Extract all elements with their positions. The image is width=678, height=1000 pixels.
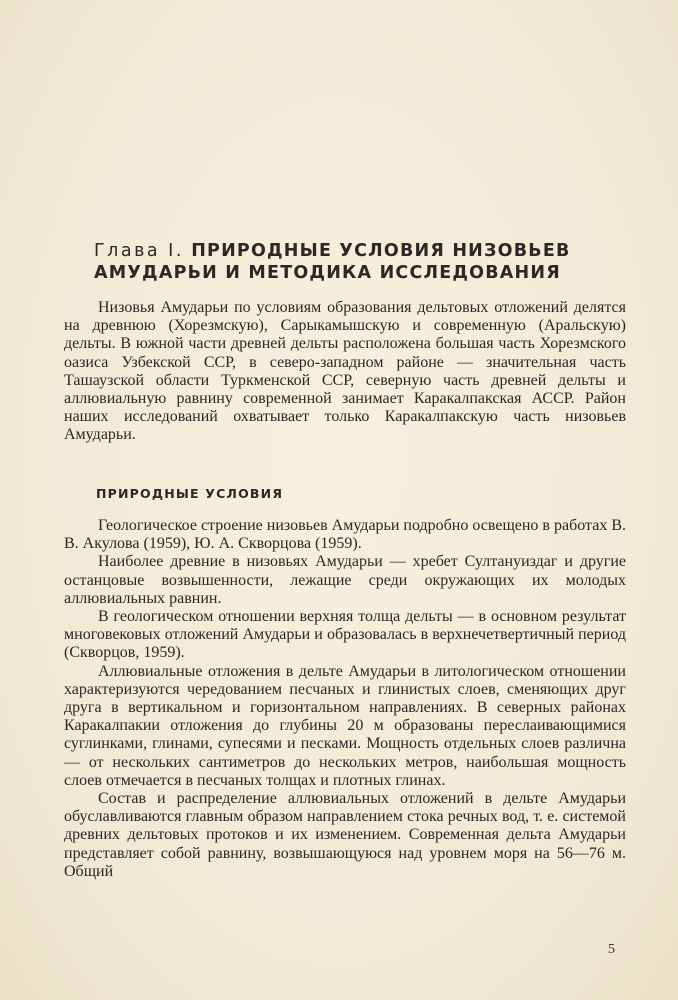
page-number: 5 bbox=[608, 942, 615, 957]
section-paragraph: В геологическом отношении верхняя толща дельты — в основном результат многовековых отложений Амударьи и образовалась в верхнечетвертичный период (Скворцов, 1959). bbox=[64, 608, 626, 662]
chapter-title-line-1 bbox=[94, 240, 634, 262]
section-paragraph: Состав и распределение аллювиальных отложений в дельте Амударьи обуславливаются главным образом направлением стока речных вод, т. е. системой древних дельтовых протоков и их изменением. Современная дельта Амударьи представляет собой равнину, возвышающуюся над уровнем моря на 56—76 м. Общий bbox=[64, 790, 626, 880]
intro-paragraph: Низовья Амударьи по условиям образования дельтовых отложений делятся на древнюю (Хорезмскую), Сарыкамышскую и современную (Аральскую) дельты. В южной части древней дельты расположена большая часть Хорезмского оазиса Узбекской ССР, в северо-западном районе — значительная часть Ташаузской области Туркменской ССР, северную часть древней дельты и аллювиальную равнину современной занимает Каракалпакская АССР. Район наших исследований охватывает только Каракалпакскую часть низовьев Амударьи. bbox=[64, 299, 626, 444]
section-paragraph: Аллювиальные отложения в дельте Амударьи в литологическом отношении характеризуются чередованием песчаных и глинистых слоев, сменяющих друг друга в вертикальном и горизонтальном направлениях. В северных районах Каракалпакии отложения до глубины 20 м образованы переслаивающимися суглинками, глинами, супесями и песками. Мощность отдельных слоев различна — от нескольких сантиметров до нескольких метров, наибольшая мощность слоев отмечается в песчаных толщах и плотных глинах. bbox=[64, 662, 626, 789]
chapter-number: Глава I. bbox=[94, 241, 184, 261]
section-heading: ПРИРОДНЫЕ УСЛОВИЯ bbox=[96, 486, 284, 501]
section-paragraph: Геологическое строение низовьев Амударьи подробно освещено в работах В. В. Акулова (1959), Ю. А. Скворцова (1959). bbox=[64, 517, 626, 553]
chapter-title-part-1: ПРИРОДНЫЕ УСЛОВИЯ НИЗОВЬЕВ bbox=[191, 241, 571, 261]
section-paragraph: Наиболее древние в низовьях Амударьи — хребет Султануиздаг и другие останцовые возвышенности, лежащие среди окружающих их молодых аллювиальных равнин. bbox=[64, 553, 626, 607]
chapter-title bbox=[94, 240, 634, 284]
chapter-title-line-2: АМУДАРЬИ И МЕТОДИКА ИССЛЕДОВАНИЯ bbox=[94, 263, 561, 283]
section-text bbox=[64, 517, 626, 881]
intro-text bbox=[64, 299, 626, 445]
